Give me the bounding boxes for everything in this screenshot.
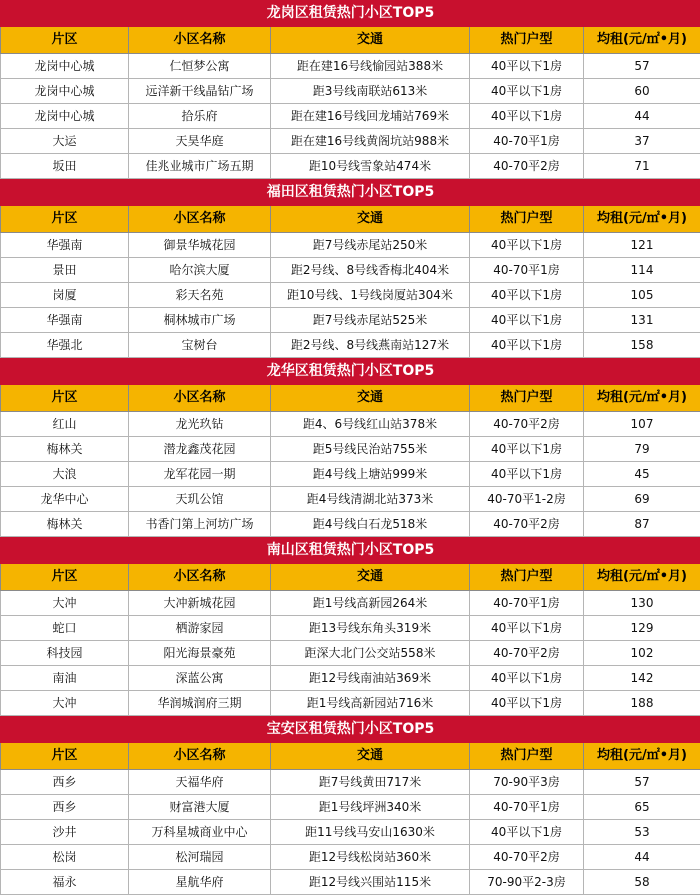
table-cell: 130: [584, 591, 700, 616]
table-cell: 距在建16号线愉园站388米: [271, 54, 470, 79]
table-cell: 距4号线白石龙518米: [271, 512, 470, 537]
column-header: 小区名称: [129, 206, 271, 233]
table-cell: 华强南: [1, 233, 129, 258]
column-header: 交通: [271, 385, 470, 412]
column-header: 热门户型: [470, 206, 584, 233]
table-row: [1, 845, 700, 870]
table-cell: 西乡: [1, 770, 129, 795]
table-cell: 40-70平2房: [470, 512, 584, 537]
table-cell: 40平以下1房: [470, 283, 584, 308]
table-cell: 科技园: [1, 641, 129, 666]
table-cell: 距7号线赤尾站250米: [271, 233, 470, 258]
column-header: 交通: [271, 564, 470, 591]
table-cell: 40平以下1房: [470, 79, 584, 104]
table-cell: 114: [584, 258, 700, 283]
table-cell: 华强南: [1, 308, 129, 333]
table-row: [1, 870, 700, 895]
table-cell: 大冲新城花园: [129, 591, 271, 616]
table-cell: 沙井: [1, 820, 129, 845]
table-cell: 79: [584, 437, 700, 462]
column-header: 片区: [1, 206, 129, 233]
table-cell: 40平以下1房: [470, 54, 584, 79]
table-cell: 58: [584, 870, 700, 895]
table-cell: 129: [584, 616, 700, 641]
table-cell: 距3号线南联站613米: [271, 79, 470, 104]
table-cell: 哈尔滨大厦: [129, 258, 271, 283]
table-cell: 距11号线马安山1630米: [271, 820, 470, 845]
column-header: 片区: [1, 743, 129, 770]
table-row: [1, 591, 700, 616]
table-cell: 40-70平1-2房: [470, 487, 584, 512]
table-cell: 40平以下1房: [470, 691, 584, 716]
table-cell: 松岗: [1, 845, 129, 870]
table-row: [1, 512, 700, 537]
table-cell: 龙岗中心城: [1, 54, 129, 79]
table-row: [1, 666, 700, 691]
table-cell: 距深大北门公交站558米: [271, 641, 470, 666]
district-table: [0, 358, 700, 537]
table-cell: 龙岗中心城: [1, 79, 129, 104]
table-cell: 潜龙鑫茂花园: [129, 437, 271, 462]
table-cell: 龙华中心: [1, 487, 129, 512]
table-cell: 37: [584, 129, 700, 154]
column-header: 小区名称: [129, 27, 271, 54]
table-cell: 宝树台: [129, 333, 271, 358]
table-cell: 40平以下1房: [470, 820, 584, 845]
section-title: 南山区租赁热门小区TOP5: [1, 538, 700, 564]
table-cell: 距4号线清湖北站373米: [271, 487, 470, 512]
table-cell: 岗厦: [1, 283, 129, 308]
table-cell: 星航华府: [129, 870, 271, 895]
table-cell: 70-90平2-3房: [470, 870, 584, 895]
column-header: 片区: [1, 27, 129, 54]
column-header: 热门户型: [470, 743, 584, 770]
table-cell: 书香门第上河坊广场: [129, 512, 271, 537]
table-cell: 彩天名苑: [129, 283, 271, 308]
table-cell: 距10号线、1号线岗厦站304米: [271, 283, 470, 308]
table-row: [1, 233, 700, 258]
table-cell: 107: [584, 412, 700, 437]
table-cell: 距12号线南油站369米: [271, 666, 470, 691]
table-cell: 拾乐府: [129, 104, 271, 129]
column-header: 均租(元/㎡•月): [584, 206, 700, 233]
table-cell: 距2号线、8号线香梅北404米: [271, 258, 470, 283]
table-cell: 距4、6号线红山站378米: [271, 412, 470, 437]
table-cell: 40-70平1房: [470, 795, 584, 820]
table-row: [1, 641, 700, 666]
column-header: 均租(元/㎡•月): [584, 385, 700, 412]
table-row: [1, 104, 700, 129]
table-cell: 57: [584, 54, 700, 79]
table-cell: 梅林关: [1, 512, 129, 537]
table-cell: 华润城润府三期: [129, 691, 271, 716]
table-cell: 65: [584, 795, 700, 820]
table-cell: 158: [584, 333, 700, 358]
table-row: [1, 437, 700, 462]
column-header: 热门户型: [470, 564, 584, 591]
section-title: 龙岗区租赁热门小区TOP5: [1, 1, 700, 27]
column-header: 交通: [271, 206, 470, 233]
table-cell: 40平以下1房: [470, 104, 584, 129]
column-header: 均租(元/㎡•月): [584, 564, 700, 591]
table-cell: 深蓝公寓: [129, 666, 271, 691]
table-cell: 131: [584, 308, 700, 333]
table-row: [1, 691, 700, 716]
table-cell: 40平以下1房: [470, 666, 584, 691]
table-cell: 天福华府: [129, 770, 271, 795]
table-cell: 71: [584, 154, 700, 179]
column-header: 均租(元/㎡•月): [584, 27, 700, 54]
table-cell: 距7号线黄田717米: [271, 770, 470, 795]
table-cell: 西乡: [1, 795, 129, 820]
column-header: 小区名称: [129, 743, 271, 770]
table-cell: 距1号线高新园264米: [271, 591, 470, 616]
table-cell: 40-70平2房: [470, 412, 584, 437]
table-cell: 距10号线雪象站474米: [271, 154, 470, 179]
table-row: [1, 487, 700, 512]
table-row: [1, 795, 700, 820]
table-cell: 龙光玖钻: [129, 412, 271, 437]
table-row: [1, 54, 700, 79]
table-cell: 梅林关: [1, 437, 129, 462]
district-table: [0, 179, 700, 358]
column-header: 小区名称: [129, 385, 271, 412]
table-cell: 万科星城商业中心: [129, 820, 271, 845]
table-cell: 40-70平1房: [470, 591, 584, 616]
table-cell: 松河瑞园: [129, 845, 271, 870]
table-cell: 佳兆业城市广场五期: [129, 154, 271, 179]
district-table: [0, 0, 700, 179]
table-cell: 40平以下1房: [470, 437, 584, 462]
table-cell: 龙岗中心城: [1, 104, 129, 129]
table-cell: 44: [584, 104, 700, 129]
table-cell: 距13号线东角头319米: [271, 616, 470, 641]
table-cell: 70-90平3房: [470, 770, 584, 795]
table-cell: 大浪: [1, 462, 129, 487]
table-cell: 40-70平1房: [470, 258, 584, 283]
section-title: 宝安区租赁热门小区TOP5: [1, 717, 700, 743]
section-title: 福田区租赁热门小区TOP5: [1, 180, 700, 206]
table-cell: 天玑公馆: [129, 487, 271, 512]
table-cell: 天昊华庭: [129, 129, 271, 154]
table-cell: 40平以下1房: [470, 333, 584, 358]
table-cell: 华强北: [1, 333, 129, 358]
table-cell: 距1号线高新园站716米: [271, 691, 470, 716]
table-row: [1, 308, 700, 333]
table-cell: 40平以下1房: [470, 616, 584, 641]
table-row: [1, 79, 700, 104]
table-cell: 蛇口: [1, 616, 129, 641]
table-row: [1, 770, 700, 795]
table-cell: 距在建16号线回龙埔站769米: [271, 104, 470, 129]
table-cell: 距在建16号线黄阁坑站988米: [271, 129, 470, 154]
table-cell: 53: [584, 820, 700, 845]
table-cell: 40平以下1房: [470, 233, 584, 258]
table-cell: 财富港大厦: [129, 795, 271, 820]
table-cell: 御景华城花园: [129, 233, 271, 258]
column-header: 片区: [1, 564, 129, 591]
table-cell: 阳光海景豪苑: [129, 641, 271, 666]
table-row: [1, 283, 700, 308]
table-cell: 45: [584, 462, 700, 487]
table-cell: 142: [584, 666, 700, 691]
table-cell: 102: [584, 641, 700, 666]
table-row: [1, 616, 700, 641]
table-cell: 57: [584, 770, 700, 795]
column-header: 小区名称: [129, 564, 271, 591]
table-cell: 距4号线上塘站999米: [271, 462, 470, 487]
table-row: [1, 129, 700, 154]
table-cell: 105: [584, 283, 700, 308]
table-cell: 60: [584, 79, 700, 104]
table-cell: 40-70平2房: [470, 154, 584, 179]
column-header: 片区: [1, 385, 129, 412]
table-cell: 距7号线赤尾站525米: [271, 308, 470, 333]
table-cell: 桐林城市广场: [129, 308, 271, 333]
table-cell: 188: [584, 691, 700, 716]
table-cell: 栖游家园: [129, 616, 271, 641]
district-table: [0, 716, 700, 895]
district-table: [0, 537, 700, 716]
table-cell: 距1号线坪洲340米: [271, 795, 470, 820]
table-cell: 距2号线、8号线燕南站127米: [271, 333, 470, 358]
table-cell: 121: [584, 233, 700, 258]
table-cell: 40平以下1房: [470, 308, 584, 333]
table-cell: 40平以下1房: [470, 462, 584, 487]
table-row: [1, 412, 700, 437]
table-cell: 景田: [1, 258, 129, 283]
table-cell: 40-70平1房: [470, 129, 584, 154]
table-cell: 大运: [1, 129, 129, 154]
table-row: [1, 154, 700, 179]
column-header: 交通: [271, 743, 470, 770]
table-row: [1, 258, 700, 283]
table-row: [1, 820, 700, 845]
table-cell: 距12号线兴围站115米: [271, 870, 470, 895]
table-cell: 69: [584, 487, 700, 512]
column-header: 热门户型: [470, 385, 584, 412]
table-cell: 仁恒梦公寓: [129, 54, 271, 79]
table-cell: 龙军花园一期: [129, 462, 271, 487]
table-cell: 40-70平2房: [470, 641, 584, 666]
table-cell: 大冲: [1, 691, 129, 716]
table-cell: 南油: [1, 666, 129, 691]
table-cell: 红山: [1, 412, 129, 437]
table-cell: 坂田: [1, 154, 129, 179]
table-cell: 距12号线松岗站360米: [271, 845, 470, 870]
table-cell: 40-70平2房: [470, 845, 584, 870]
table-cell: 44: [584, 845, 700, 870]
table-cell: 福永: [1, 870, 129, 895]
column-header: 均租(元/㎡•月): [584, 743, 700, 770]
table-row: [1, 333, 700, 358]
column-header: 交通: [271, 27, 470, 54]
column-header: 热门户型: [470, 27, 584, 54]
table-cell: 远洋新干线晶钻广场: [129, 79, 271, 104]
section-title: 龙华区租赁热门小区TOP5: [1, 359, 700, 385]
table-cell: 87: [584, 512, 700, 537]
table-cell: 大冲: [1, 591, 129, 616]
table-row: [1, 462, 700, 487]
table-cell: 距5号线民治站755米: [271, 437, 470, 462]
